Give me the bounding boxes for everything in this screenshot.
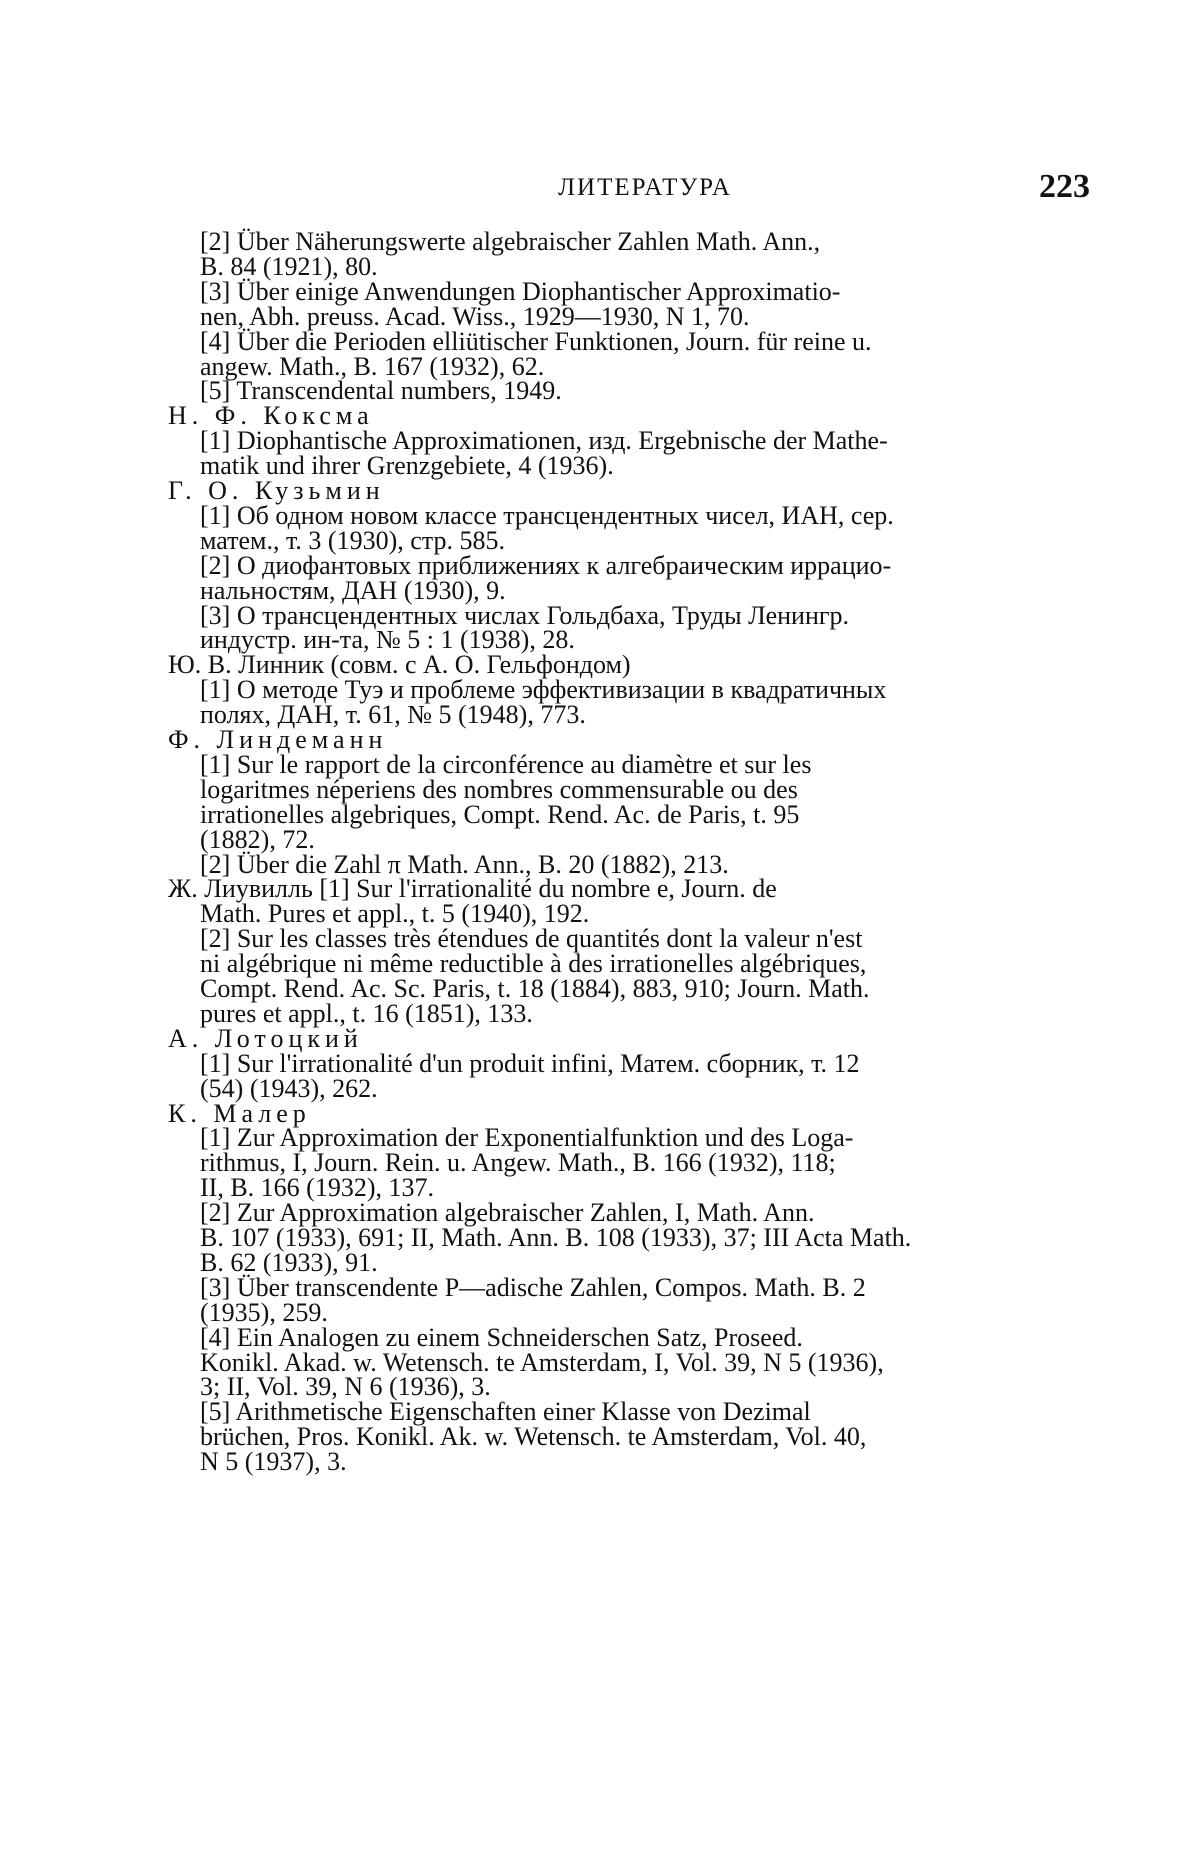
page-number: 223	[1039, 168, 1090, 205]
bib-line: B. 62 (1933), 91.	[200, 1247, 378, 1277]
author-heading: А. Лотоцкий	[168, 1023, 363, 1053]
bib-line: [3] Über einige Anwendungen Diophantischer Approximatio-	[200, 276, 841, 306]
author-heading: Ю. В. Линник (совм. с А. О. Гельфондом)	[168, 650, 631, 680]
bib-line: 3; II, Vol. 39, N 6 (1936), 3.	[200, 1372, 491, 1402]
bib-line: [1] Zur Approximation der Exponentialfunktion und des Loga-	[200, 1123, 854, 1153]
bib-line: ni algébrique ni même reductible à des irrationelles algébriques,	[200, 949, 867, 979]
bib-line: полях, ДАН, т. 61, № 5 (1948), 773.	[200, 700, 586, 730]
running-title: ЛИТЕРАТУРА	[558, 174, 732, 201]
author-heading: Ж. Лиувилль [1] Sur l'irrationalité du nombre e, Journ. de	[168, 874, 777, 904]
bib-line: [2] Über die Zahl π Math. Ann., B. 20 (1882), 213.	[200, 849, 729, 879]
bib-line: II, B. 166 (1932), 137.	[200, 1173, 434, 1203]
bib-line: B. 107 (1933), 691; II, Math. Ann. B. 108 (1933), 37; III Acta Math.	[200, 1223, 912, 1252]
bib-line: [1] О методе Туэ и проблеме эффективизации в квадратичных	[200, 675, 887, 705]
bib-line: [2] Sur les classes très étendues de quantités dont la valeur n'est	[200, 924, 863, 954]
bib-line: (1935), 259.	[200, 1297, 328, 1327]
bib-line: нальностям, ДАН (1930), 9.	[200, 575, 506, 605]
bib-line: rithmus, I, Journ. Rein. u. Angew. Math., B. 166 (1932), 118;	[200, 1148, 836, 1178]
bib-line: irrationelles algebriques, Compt. Rend. Ac. de Paris, t. 95	[200, 799, 800, 829]
bib-line: [5] Arithmetische Eigenschaften einer Klasse von Dezimal	[200, 1397, 811, 1427]
bib-line: [2] О диофантовых приближениях к алгебраическим иррацио-	[200, 550, 892, 580]
author-heading: К. Малер	[168, 1098, 311, 1128]
bib-line: [4] Ein Analogen zu einem Schneiderschen Satz, Proseed.	[200, 1322, 803, 1352]
bib-line: (54) (1943), 262.	[200, 1073, 378, 1103]
bib-line: [4] Über die Perioden elliütischer Funktionen, Journ. für reine u.	[200, 326, 872, 356]
bib-line: angew. Math., B. 167 (1932), 62.	[200, 351, 545, 381]
bib-line: [5] Transcendental numbers, 1949.	[200, 376, 562, 406]
bib-line: матем., т. 3 (1930), стр. 585.	[200, 525, 505, 555]
bib-line: [1] Sur l'irrationalité d'un produit infini, Матем. сборник, т. 12	[200, 1048, 860, 1078]
bib-line: индустр. ин-та, № 5 : 1 (1938), 28.	[200, 625, 575, 655]
bib-line: [2] Über Näherungswerte algebraischer Zahlen Math. Ann.,	[200, 227, 821, 256]
bib-line: pures et appl., t. 16 (1851), 133.	[200, 998, 533, 1028]
bib-line: brüchen, Pros. Konikl. Ak. w. Wetensch. te Amsterdam, Vol. 40,	[200, 1422, 867, 1452]
bib-line: [3] Über transcendente P—adische Zahlen, Compos. Math. B. 2	[200, 1272, 866, 1302]
bib-line: Math. Pures et appl., t. 5 (1940), 192.	[200, 899, 590, 929]
bib-line: nen, Abh. preuss. Acad. Wiss., 1929—1930, N 1, 70.	[200, 301, 750, 331]
page-header	[200, 168, 1090, 208]
author-heading: Ф. Линдеманн	[168, 725, 388, 754]
author-heading: Г. О. Кузьмин	[168, 476, 385, 505]
bib-line: Konikl. Akad. w. Wetensch. te Amsterdam, I, Vol. 39, N 5 (1936),	[200, 1347, 884, 1377]
bib-line: [1] Об одном новом классе трансцендентных чисел, ИАН, сер.	[200, 500, 894, 530]
bib-line: (1882), 72.	[200, 824, 315, 854]
bib-line: [1] Sur le rapport de la circonférence au diamètre et sur les	[200, 749, 812, 779]
bib-line: Compt. Rend. Ac. Sc. Paris, t. 18 (1884), 883, 910; Journ. Math.	[200, 974, 870, 1003]
bib-line: [1] Diophantische Approximationen, изд. Ergebnische der Mathe-	[200, 426, 888, 456]
bib-line: logaritmes néperiens des nombres commensurable ou des	[200, 774, 798, 804]
bib-line: [3] О трансцендентных числах Гольдбаха, Труды Ленингр.	[200, 600, 850, 630]
bib-line: N 5 (1937), 3.	[200, 1447, 347, 1477]
bib-line: B. 84 (1921), 80.	[200, 251, 378, 281]
bib-line: matik und ihrer Grenzgebiete, 4 (1936).	[200, 451, 614, 481]
bib-line: [2] Zur Approximation algebraischer Zahlen, I, Math. Ann.	[200, 1198, 815, 1228]
author-heading: Н. Ф. Коксма	[168, 401, 374, 431]
